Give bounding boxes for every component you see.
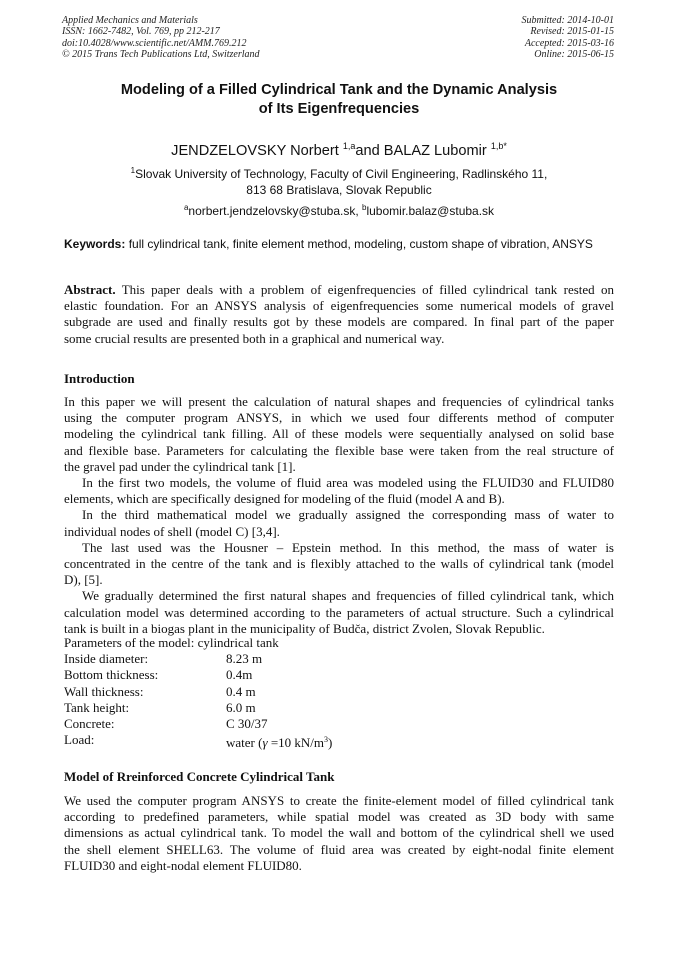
journal-info <box>62 15 260 61</box>
section-heading-model: Model of Rreinforced Concrete Cylindrical Tank <box>64 769 335 784</box>
email-mark: b <box>362 203 367 212</box>
abstract-line: elastic foundation. For an ANSYS analysis of eigenfrequencies some numerical models of gravel <box>64 298 614 314</box>
copyright-line: © 2015 Trans Tech Publications Ltd, Switzerland <box>62 49 260 61</box>
submitted-date: Submitted: 2014-10-01 <box>521 15 614 26</box>
body-line: We gradually determined the first natural shapes and frequencies of filled cylindrical tank, which <box>82 588 614 604</box>
affil-line: Slovak University of Technology, Faculty of Civil Engineering, Radlinského 11, <box>135 167 548 181</box>
body-line: the shell element SHELL63. The volume of fluid area was created by eight-nodal finite element <box>64 841 614 857</box>
paper-page: Applied Mechanics and Materials ISSN: 1662-7482, Vol. 769, pp 212-217 doi:10.4028/www.scientific.net/AMM.769.212 © 2015 Trans Tech Publications Ltd, Switzerland Submitted: 2014-10-01 Revised: 2015-01-15 Accepted: 2015-03-16 Online: 2015-06-15 Modeling of a Filled Cylindrical Tank and the Dynamic Analysis of Its Eigenfrequencies JENDZELOVSKY Norbert $^{1,a}$and BALAZ Lubomir $^{1,b*}$ $^1$Slovak University of Technology, Faculty of Civil Engineering, Radlinského 11, 813 68 Bratislava, Slovak Republic $^a$norbert.jendzelovsky@stuba.sk, $^b$lubomir.balaz@stuba.sk Keywords: full cylindrical tank, finite element method, modeling, custom shape of vibration, ANSYS Abstract. This paper deals with a problem of eigenfrequencies of filled cylindrical tank rested on elastic foundation. For an ANSYS analysis of eigenfrequencies some numerical models of gravel subgrade are used and finally results got by these models are compared. In final part of the paper some crucial results are presented both in a graphical and numerical way. Introduction In this paper we will present the calculation of natural shapes and frequencies of cylindrical tanks using the computer program ANSYS, in which we used four differents method of computer modeling the cylindrical tank filling. All of these models were sequentially analysed on solid base and flexible base. Parameters for calculating the flexible base were taken from the real structure of the gravel pad under the cylindrical tank [1]. In the first two models, the volume of fluid area was modeled using the FLUID30 and FLUID80 elements, which are specifically designed for modeling of the fluid (model A and B). In the third mathematical model we gradually assigned the corresponding mass of water to individual nodes of shell (model C) [3,4]. The last used was the Housner – Epstein method. In this method, the mass of water is concentrated in the centre of the tank and is flexibly attached to the walls of cylindrical tank (model D), [5]. We gradually determined the first natural shapes and frequencies of filled cylindrical tank, which calculation model was determined according to the parameters of actual structure. Such a cylindrical tank is built in a biogas plant in the municipality of Budča, district Zvolen, Slovak Republic. Parameters of the model: cylindrical tank Inside diameter: 8.23 m Bottom thickness: 0.4m Wall thickness: 0.4 m Tank height: 6.0 m Concrete: C 30/37 Load: water (γ =10 $kN/m^3$) Model of Rreinforced Concrete Cylindrical Tank We used the computer program ANSYS to create the finite-element model of filled cylindrical tank according to predefined parameters, while spatial model was created as 3D body with same dimensions as actual cylindrical tank. To model the wall and bottom of the cylindrical shell we used the shell element SHELL63. The volume of fluid area was created by eight-nodal finite element FLUID30 and eight-nodal element FLUID80. <box>62 15 614 873</box>
body-line: modeling the cylindrical tank filling. All of these models were sequentially analysed on solid base <box>64 426 614 442</box>
body-line: according to predefined parameters, while spatial model was created as 3D body with same <box>64 809 614 825</box>
abstract-line: Abstract. This paper deals with a problem of eigenfrequencies of filled cylindrical tank rested on <box>64 282 614 297</box>
body-line: calculation model was determined according to the parameters of actual structure. Such a cylindrical <box>64 604 614 620</box>
body-line: In the first two models, the volume of fluid area was modeled using the FLUID30 and FLUID80 <box>82 475 614 491</box>
title-line: Modeling of a Filled Cylindrical Tank and the Dynamic Analysis <box>120 82 558 98</box>
params-heading: Parameters of the model: cylindrical tank <box>64 635 279 650</box>
issn-line: ISSN: 1662-7482, Vol. 769, pp 212-217 <box>62 26 220 38</box>
submission-dates <box>522 15 615 61</box>
affil-line: 813 68 Bratislava, Slovak Republic <box>246 182 432 197</box>
keywords-text: full cylindrical tank, finite element method, modeling, custom shape of vibration, ANSYS <box>125 237 593 251</box>
affil-mark: 1 <box>130 166 136 175</box>
body-line: FLUID30 and eight-nodal element FLUID80. <box>64 857 302 873</box>
model-section-body <box>64 793 614 874</box>
body-line: using the computer program ANSYS, in which we used four differents method of computer <box>64 410 614 426</box>
journal-name: Applied Mechanics and Materials <box>62 15 198 26</box>
body-line: elements, which are specifically designed for modeling of the fluid (model A and B). <box>64 491 505 507</box>
email-link[interactable]: norbert.jendzelovsky@stuba.sk, <box>188 204 363 218</box>
body-line: tank is built in a biogas plant in the municipality of Budča, district Zvolen, Slovak Republic. <box>64 620 545 636</box>
doi-line[interactable]: doi:10.4028/www.scientific.net/AMM.769.212 <box>62 37 247 49</box>
author-name: JENDZELOVSKY Norbert <box>171 143 343 159</box>
email-link[interactable]: lubomir.balaz@stuba.sk <box>366 204 495 218</box>
affiliation <box>64 163 614 198</box>
body-line: D), [5]. <box>64 572 103 588</box>
accepted-date: Accepted: 2015-03-16 <box>524 37 614 49</box>
body-line: individual nodes of shell (model C) [3,4]. <box>64 523 280 539</box>
author-affil-mark: 1,b* <box>490 141 507 151</box>
email-mark: a <box>183 203 189 212</box>
title-line: of Its Eigenfrequencies <box>258 100 420 117</box>
abstract-line: subgrade are used and finally results got by these models are compared. In final part of the paper <box>64 314 614 330</box>
keywords <box>64 237 614 252</box>
body-line: In this paper we will present the calculation of natural shapes and frequencies of cylindrical tanks <box>64 394 614 409</box>
abstract-label: Abstract. <box>64 282 116 297</box>
body-line: and flexible base. Parameters for calculating the flexible base were taken from the real structure of <box>64 442 614 458</box>
body-line: the gravel pad under the cylindrical tank [1]. <box>64 458 296 474</box>
abstract <box>64 282 614 347</box>
revised-date: Revised: 2015-01-15 <box>530 26 614 38</box>
section-heading-introduction: Introduction <box>64 371 135 386</box>
body-line: concentrated in the centre of the tank and is flexibly attached to the walls of cylindrical tank (model <box>64 556 614 572</box>
author-list <box>64 137 614 160</box>
author-affil-mark: 1,a <box>342 141 356 151</box>
paper-title <box>64 81 614 118</box>
author-name: and BALAZ Lubomir <box>355 143 491 159</box>
introduction-body <box>64 394 614 637</box>
online-date: Online: 2015-06-15 <box>534 49 614 61</box>
gamma-symbol: γ <box>262 735 268 751</box>
keywords-label: Keywords: <box>64 237 126 251</box>
author-emails <box>64 200 614 219</box>
body-line: In the third mathematical model we gradually assigned the corresponding mass of water to <box>82 507 614 523</box>
body-line: dimensions as actual cylindrical tank. To model the wall and bottom of the cylindrical shell we used <box>64 825 614 841</box>
body-line: We used the computer program ANSYS to create the finite-element model of filled cylindrical tank <box>64 793 614 808</box>
body-line: The last used was the Housner – Epstein method. In this method, the mass of water is <box>82 539 614 555</box>
abstract-line: some crucial results are presented both in a graphical and numerical way. <box>64 330 445 346</box>
